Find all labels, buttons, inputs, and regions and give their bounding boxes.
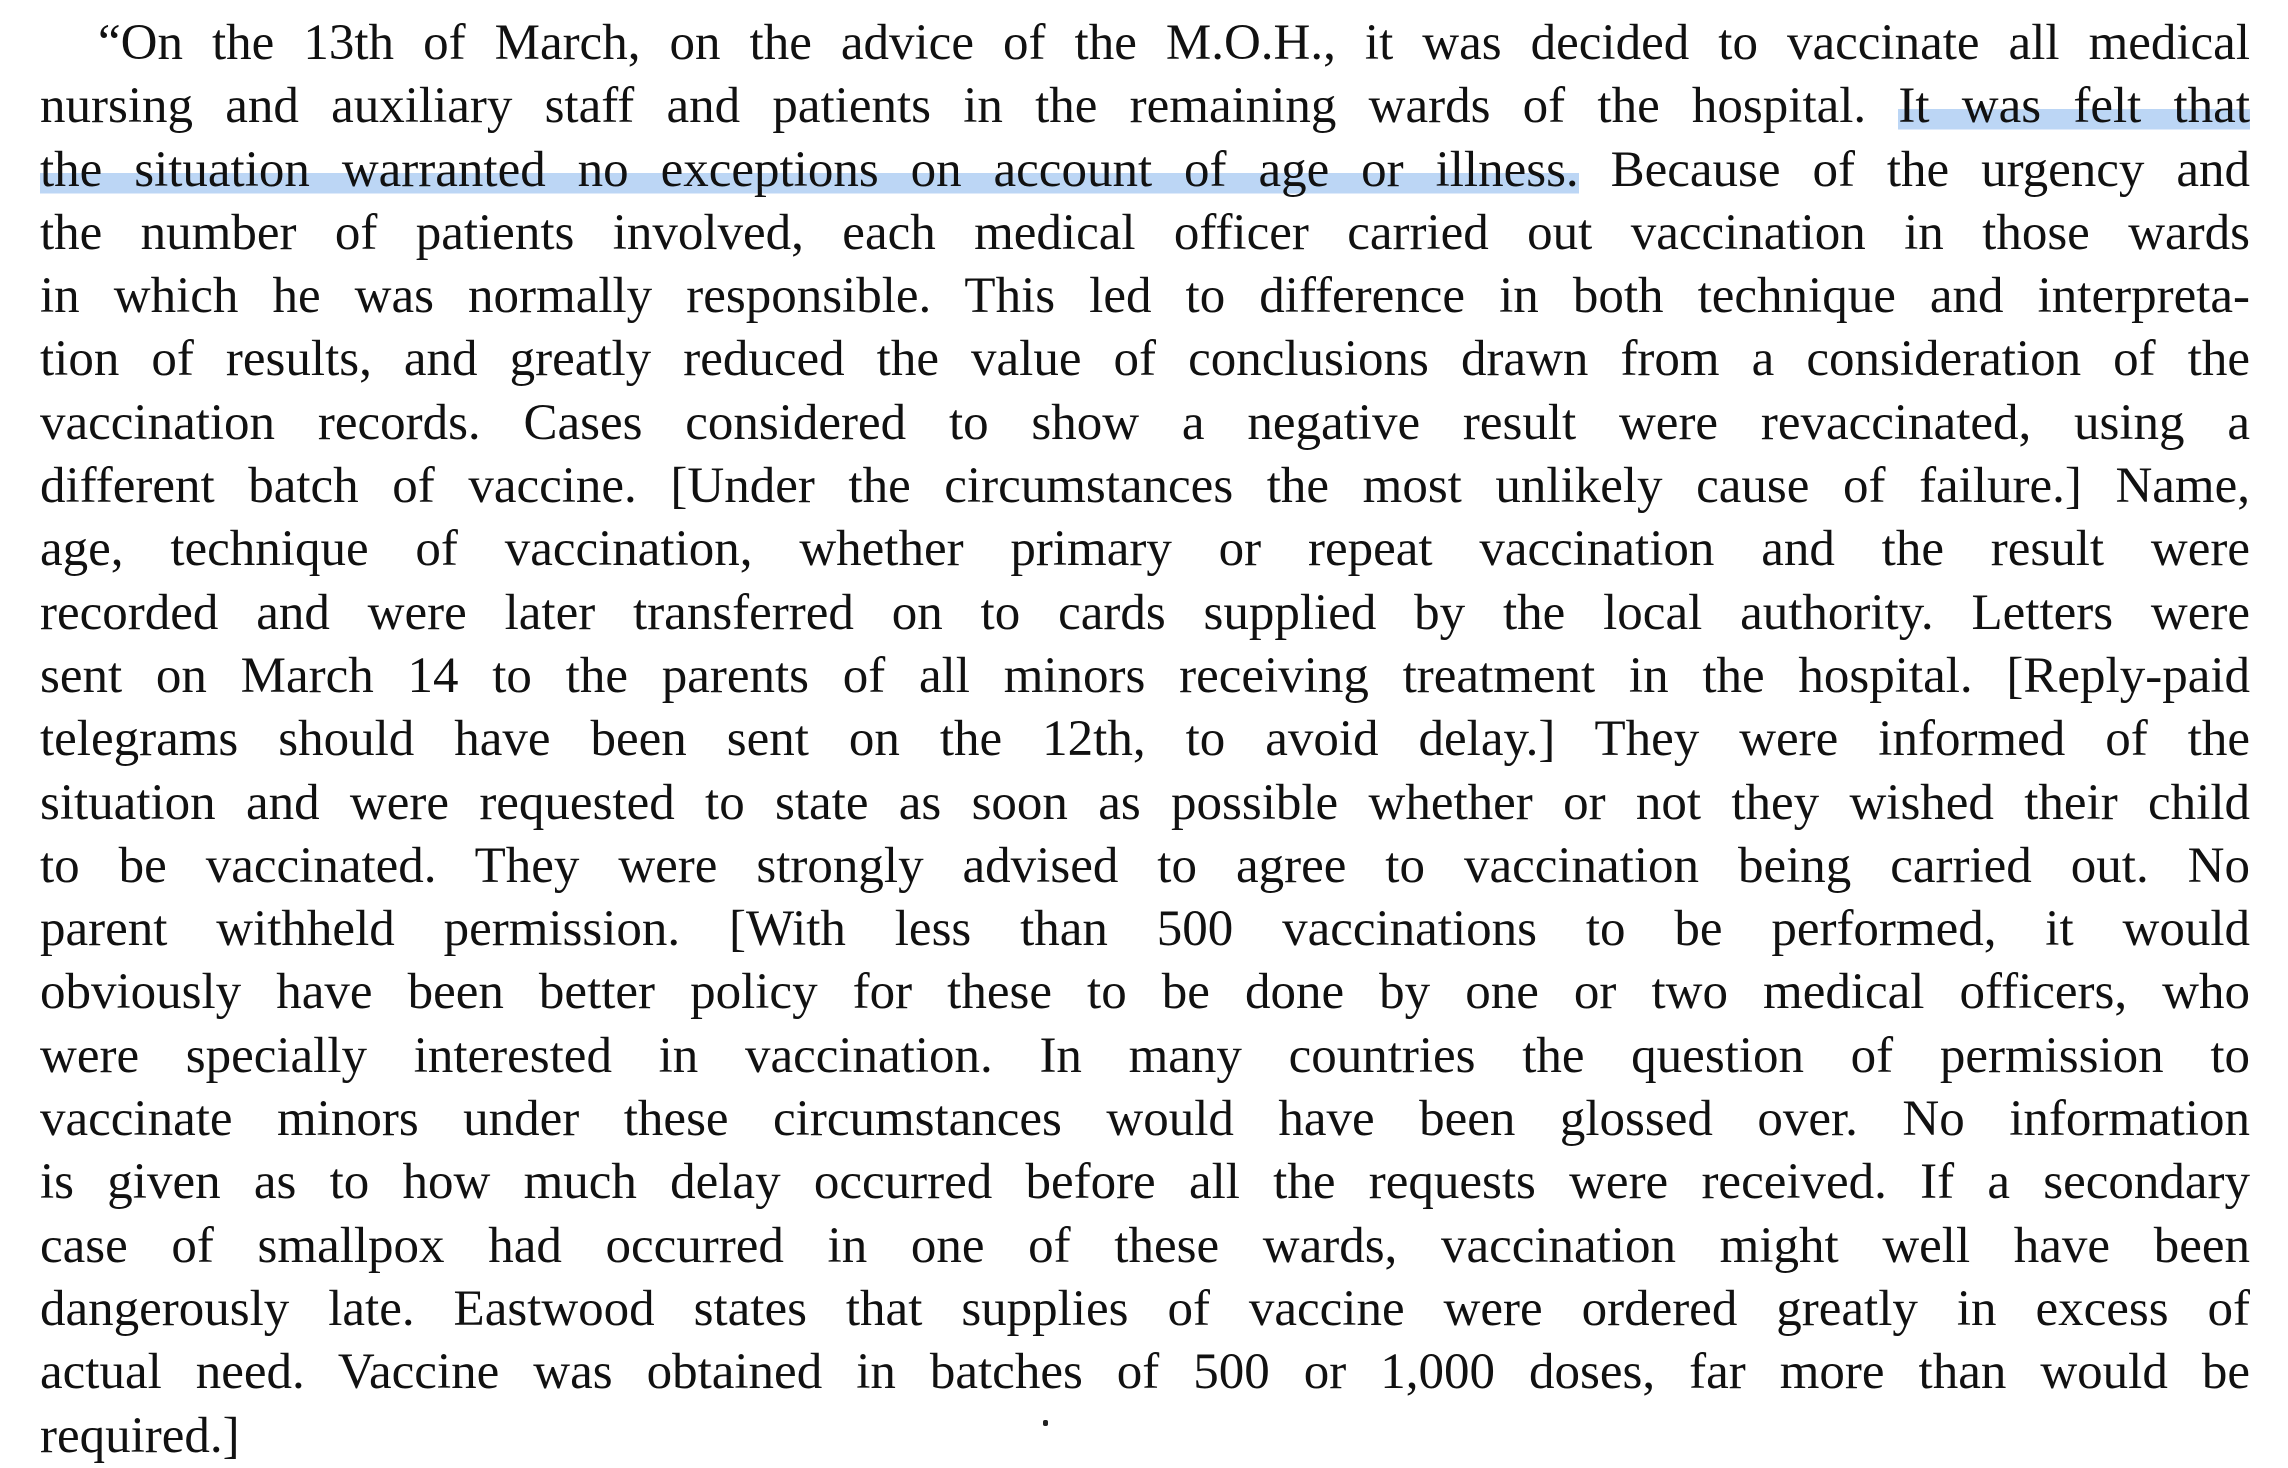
paragraph — [40, 12, 2250, 1468]
text-segment: vaccinate minors under these circumstances would have been glossed over. No information — [40, 1091, 2250, 1148]
text-segment: recorded and were later transferred on to cards supplied by the local authority. Letters were — [40, 584, 2250, 641]
text-segment: required.] — [40, 1407, 240, 1464]
text-line — [40, 75, 2250, 138]
text-segment: vaccination records. Cases considered to show a negative result were revaccinated, using a — [40, 394, 2250, 451]
text-segment: telegrams should have been sent on the 12th, to avoid delay.] They were informed of the — [40, 711, 2250, 768]
text-segment: age, technique of vaccination, whether primary or repeat vaccination and the result were — [40, 521, 2250, 578]
text-line — [40, 582, 2250, 645]
text-segment: “On the 13th of March, on the advice of the M.O.H., it was decided to vaccinate all medical — [98, 15, 2250, 71]
text-segment: dangerously late. Eastwood states that supplies of vaccine were ordered greatly in excess of — [40, 1280, 2250, 1337]
text-line — [40, 1215, 2250, 1278]
text-segment: the number of patients involved, each medical officer carried out vaccination in those wards — [40, 204, 2250, 261]
text-line — [40, 645, 2250, 708]
text-segment: nursing and auxiliary staff and patients in the remaining wards of the hospital. — [40, 78, 1899, 135]
highlighted-text[interactable]: the situation warranted no exceptions on account of age or illness. — [40, 141, 1579, 198]
text-line — [40, 12, 2250, 75]
text-line — [40, 898, 2250, 961]
text-segment: situation and were requested to state as soon as possible whether or not they wished their child — [40, 774, 2250, 831]
text-segment: case of smallpox had occurred in one of these wards, vaccination might well have been — [40, 1217, 2250, 1274]
text-line — [40, 328, 2250, 391]
text-line — [40, 772, 2250, 835]
text-line — [40, 139, 2250, 202]
print-speck — [1043, 1420, 1048, 1426]
text-segment: actual need. Vaccine was obtained in batches of 500 or 1,000 doses, far more than would be — [40, 1344, 2250, 1401]
cropped-next-line — [40, 1458, 2250, 1468]
text-segment: in which he was normally responsible. This led to difference in both technique and interpreta- — [40, 268, 2250, 325]
text-line — [40, 265, 2250, 328]
text-segment: parent withheld permission. [With less than 500 vaccinations to be performed, it would — [40, 901, 2250, 958]
text-line — [40, 1088, 2250, 1151]
text-segment: different batch of vaccine. [Under the circumstances the most unlikely cause of failure.] Name, — [40, 458, 2250, 515]
text-line — [40, 1341, 2250, 1404]
text-line — [40, 518, 2250, 581]
text-line — [40, 202, 2250, 265]
highlighted-text[interactable]: It was felt that — [1898, 78, 2250, 135]
text-segment: is given as to how much delay occurred before all the requests were received. If a secondary — [40, 1154, 2250, 1211]
text-line — [40, 392, 2250, 455]
text-line — [40, 708, 2250, 771]
text-segment: sent on March 14 to the parents of all minors receiving treatment in the hospital. [Reply-paid — [40, 647, 2250, 704]
text-segment: tion of results, and greatly reduced the value of conclusions drawn from a consideration of the — [40, 331, 2250, 388]
text-segment: were specially interested in vaccination. In many countries the question of permission to — [40, 1027, 2250, 1084]
text-segment: Because of the urgency and — [1578, 141, 2251, 198]
text-line — [40, 961, 2250, 1024]
text-line — [40, 455, 2250, 518]
text-line — [40, 1278, 2250, 1341]
text-line — [40, 835, 2250, 898]
text-segment: to be vaccinated. They were strongly advised to agree to vaccination being carried out. No — [40, 837, 2250, 894]
text-line — [40, 1025, 2250, 1088]
text-segment: obviously have been better policy for these to be done by one or two medical officers, who — [40, 964, 2250, 1021]
text-line — [40, 1151, 2250, 1214]
